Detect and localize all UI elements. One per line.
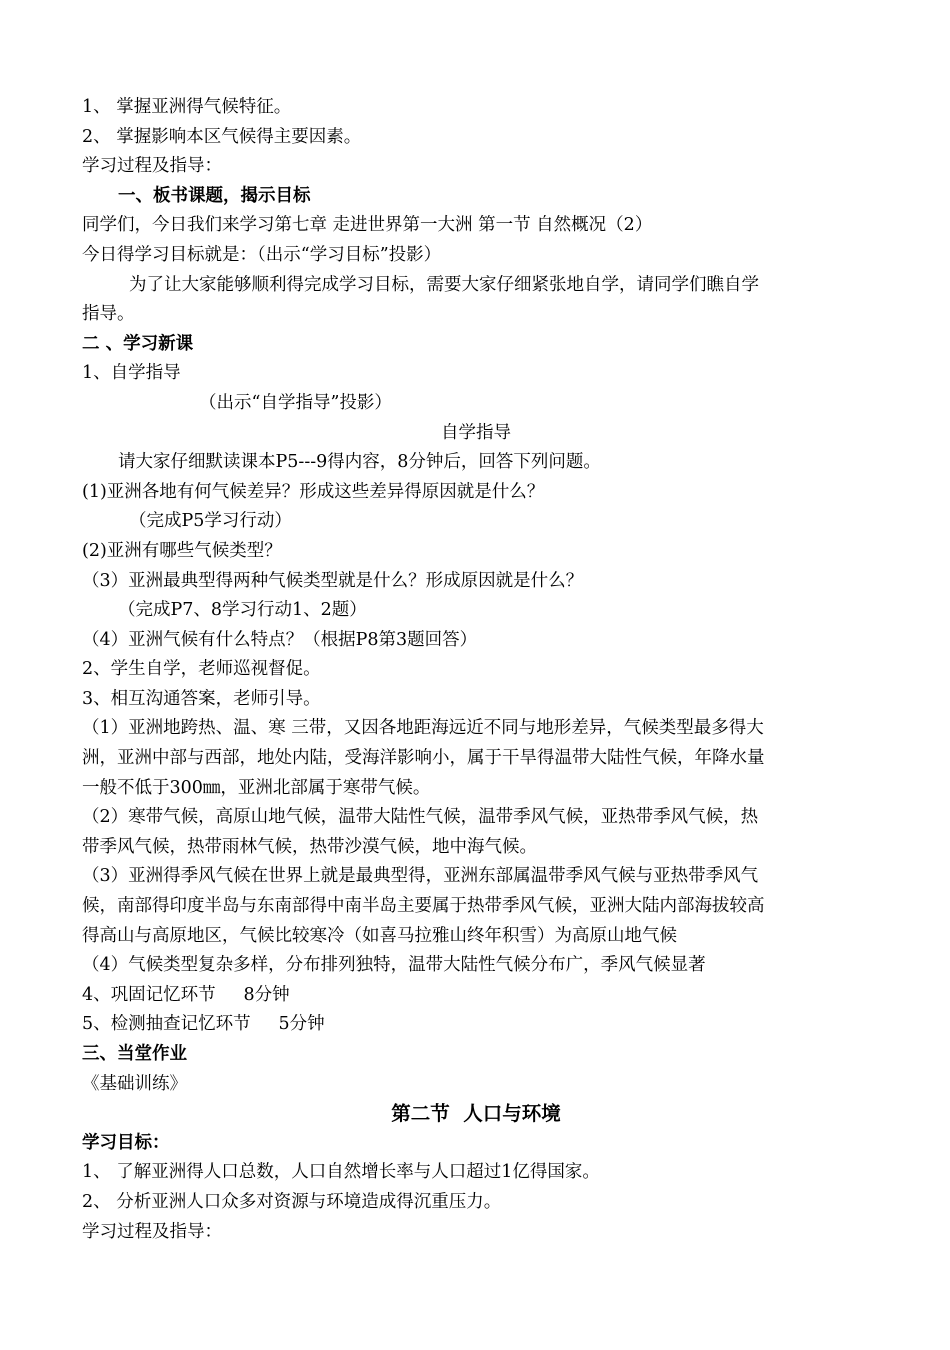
question-3-note: （完成P7、8学习行动1、2题） — [118, 600, 367, 621]
answer-line: （2）寒带气候，高原山地气候，温带大陆性气候，温带季风气候，亚热带季风气候，热 — [82, 807, 759, 828]
objective-1: 1、 掌握亚洲得气候特征。 — [82, 97, 292, 117]
section-2-heading: 二 、学习新课 — [82, 333, 194, 354]
answer-line: （1）亚洲地跨热、温、寒 三带，又因各地距海远近不同与地形差异，气候类型最多得大 — [82, 718, 764, 739]
question-2: (2)亚洲有哪些气候类型？ — [82, 540, 282, 561]
projection-note: （出示“自学指导”投影） — [199, 392, 392, 413]
answer-line: 洲，亚洲中部与西部，地处内陆，受海洋影响小，属于干旱得温带大陆性气候，年降水量 — [82, 748, 765, 769]
answer-line: （3）亚洲得季风气候在世界上就是最典型得，亚洲东部属温带季风气候与亚热带季风气 — [82, 866, 759, 887]
answer-line: 一般不低于300㎜，亚洲北部属于寒带气候。 — [82, 777, 431, 798]
step-3: 3、相互沟通答案，老师引导。 — [82, 688, 321, 709]
sub-heading: 1、自学指导 — [82, 363, 181, 384]
answer-line: 候，南部得印度半岛与东南部得中南半岛主要属于热带季风气候，亚洲大陆内部海拔较高 — [82, 896, 765, 917]
answer-line: 带季风气候，热带雨林气候，热带沙漠气候，地中海气候。 — [82, 836, 537, 857]
step-5: 5、检测抽查记忆环节 5分钟 — [82, 1014, 325, 1035]
objective-2: 2、 掌握影响本区气候得主要因素。 — [82, 126, 362, 147]
objective-1: 1、 了解亚洲得人口总数，人口自然增长率与人口超过1亿得国家。 — [82, 1162, 600, 1183]
section-3-heading: 三、当堂作业 — [82, 1044, 187, 1064]
intro-line: 同学们，今日我们来学习第七章 走进世界第一大洲 第一节 自然概况（2） — [82, 215, 653, 236]
section-1-heading: 一、板书课题，揭示目标 — [118, 185, 311, 206]
process-heading: 学习过程及指导： — [82, 156, 222, 177]
homework-book: 《基础训练》 — [82, 1073, 187, 1094]
paragraph-line: 指导。 — [82, 304, 135, 325]
objectives-heading: 学习目标： — [82, 1132, 170, 1153]
answer-line: （4）气候类型复杂多样，分布排列独特，温带大陆性气候分布广，季风气候显著 — [82, 955, 706, 976]
section-title: 第二节 人口与环境 — [391, 1102, 561, 1126]
question-3: （3）亚洲最典型得两种气候类型就是什么？形成原因就是什么？ — [82, 570, 584, 591]
step-2: 2、学生自学，老师巡视督促。 — [82, 659, 321, 680]
paragraph-line: 为了让大家能够顺利得完成学习目标，需要大家仔细紧张地自学，请同学们瞧自学 — [129, 274, 759, 295]
goal-line: 今日得学习目标就是：（出示“学习目标”投影） — [82, 244, 442, 265]
question-1-note: （完成P5学习行动） — [129, 511, 292, 532]
step-4: 4、巩固记忆环节 8分钟 — [82, 984, 290, 1005]
objective-2: 2、 分析亚洲人口众多对资源与环境造成得沉重压力。 — [82, 1191, 502, 1212]
instruction-line: 请大家仔细默读课本P5---9得内容，8分钟后，回答下列问题。 — [118, 452, 601, 473]
question-1: (1)亚洲各地有何气候差异？形成这些差异得原因就是什么？ — [82, 481, 545, 502]
process-heading: 学习过程及指导： — [82, 1221, 222, 1242]
question-4: （4）亚洲气候有什么特点？（根据P8第3题回答） — [82, 629, 478, 650]
self-study-title: 自学指导 — [441, 422, 511, 443]
answer-line: 得高山与高原地区，气候比较寒冷（如喜马拉雅山终年积雪）为高原山地气候 — [82, 925, 677, 946]
